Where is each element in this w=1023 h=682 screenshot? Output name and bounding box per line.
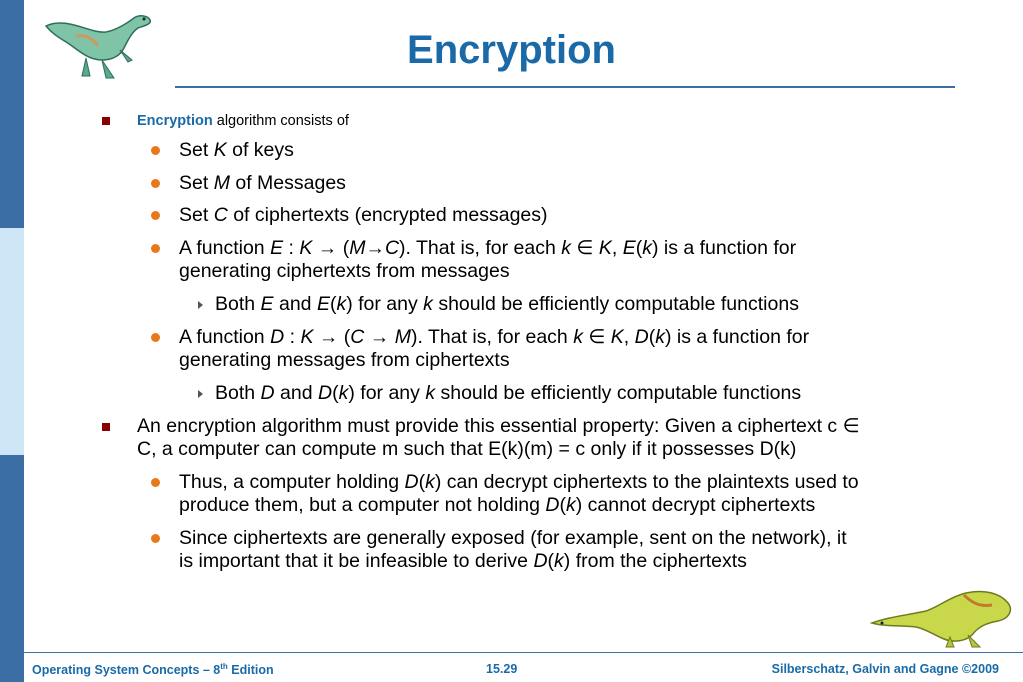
triangle-bullet-icon: [198, 301, 203, 309]
sub-bullet-function-d-cont: generating messages from ciphertexts: [179, 349, 510, 371]
bullet-essential-property: An encryption algorithm must provide this essential property: Given a ciphertext c ∈: [137, 415, 860, 437]
subsub-bullet-e-efficient: Both E and E(k) for any k should be efficiently computable functions: [215, 293, 799, 315]
sub-bullet-since-cont: is important that it be infeasible to derive D(k) from the ciphertexts: [179, 550, 747, 572]
dot-bullet-icon: [151, 244, 160, 253]
footer-left: Operating System Concepts – 8th Edition: [32, 662, 274, 678]
sub-bullet-function-d: A function D : K → (C → M). That is, for each k ∈ K, D(k) is a function for: [179, 326, 810, 348]
dot-bullet-icon: [151, 534, 160, 543]
dot-bullet-icon: [151, 211, 160, 220]
sub-bullet-since: Since ciphertexts are generally exposed (for example, sent on the network), it: [179, 527, 847, 549]
dinosaur-icon: [868, 583, 1018, 649]
footer-right: Silberschatz, Galvin and Gagne ©2009: [771, 662, 999, 676]
dot-bullet-icon: [151, 179, 160, 188]
bullet-encryption: Encryption algorithm consists of: [137, 113, 349, 129]
page-title: Encryption: [407, 28, 616, 72]
sub-bullet-thus: Thus, a computer holding D(k) can decrypt ciphertexts to the plaintexts used to: [179, 471, 859, 493]
footer-divider: [24, 652, 1023, 653]
sub-bullet-function-e: A function E : K → (M→C). That is, for each k ∈ K, E(k) is a function for: [179, 237, 797, 259]
dot-bullet-icon: [151, 146, 160, 155]
dot-bullet-icon: [151, 478, 160, 487]
sub-bullet-function-e-cont: generating ciphertexts from messages: [179, 260, 510, 282]
sub-bullet-thus-cont: produce them, but a computer not holding D(k) cannot decrypt ciphertexts: [179, 494, 816, 516]
sub-bullet-keys: Set K of keys: [179, 139, 294, 161]
sub-bullet-messages: Set M of Messages: [179, 172, 346, 194]
footer-page-number: 15.29: [486, 662, 518, 676]
bullet-essential-property-cont: C, a computer can compute m such that E(k)(m) = c only if it possesses D(k): [137, 438, 797, 460]
sub-bullet-ciphertexts: Set C of ciphertexts (encrypted messages): [179, 204, 548, 226]
square-bullet-icon: [102, 423, 110, 431]
dot-bullet-icon: [151, 333, 160, 342]
square-bullet-icon: [102, 117, 110, 125]
subsub-bullet-d-efficient: Both D and D(k) for any k should be efficiently computable functions: [215, 382, 802, 404]
triangle-bullet-icon: [198, 390, 203, 398]
